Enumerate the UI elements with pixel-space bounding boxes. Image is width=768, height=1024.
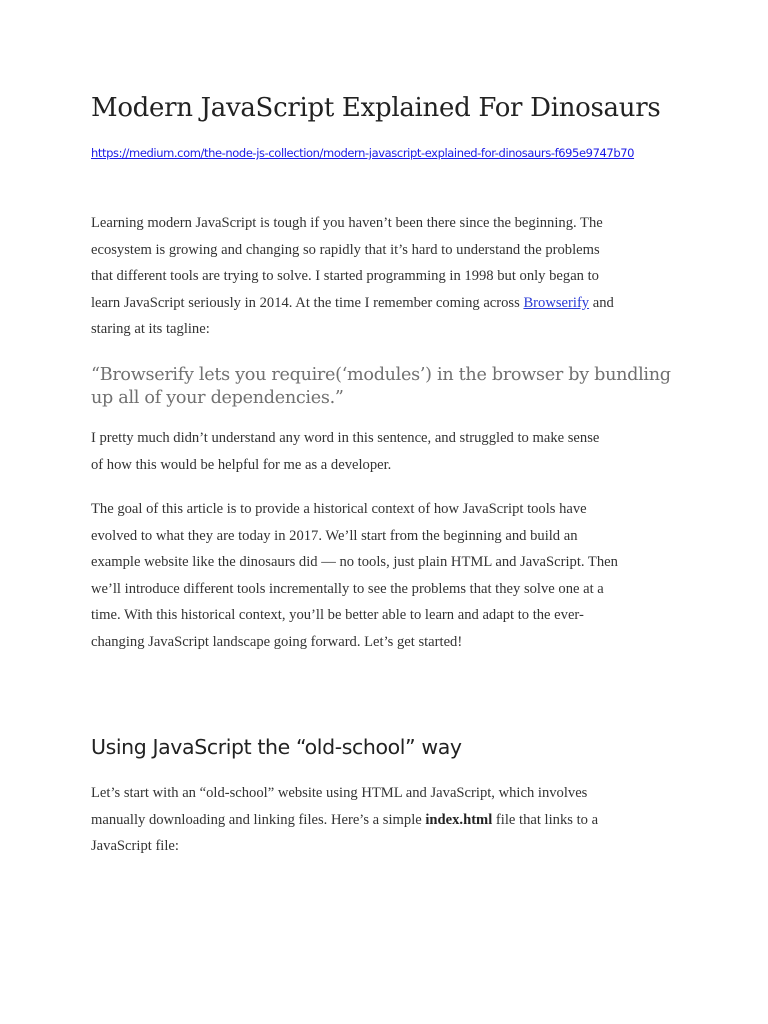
intro-line-3: that different tools are trying to solve. I started programming in 1998 but only began to (91, 268, 599, 285)
old-school-line-3: JavaScript file: (91, 838, 179, 855)
intro-paragraph (91, 210, 691, 343)
goal-line-6: changing JavaScript landscape going forward. Let’s get started! (91, 633, 463, 650)
intro-line-1: Learning modern JavaScript is tough if you haven’t been there since the beginning. The (91, 215, 603, 231)
old-school-paragraph (91, 780, 691, 860)
reaction-line-2: of how this would be helpful for me as a developer. (91, 456, 392, 473)
intro-line-4 (91, 290, 691, 317)
index-html-code: index.html (425, 811, 493, 828)
goal-line-5: time. With this historical context, you’ll be better able to learn and adapt to the ever- (91, 607, 584, 624)
goal-line-1: The goal of this article is to provide a historical context of how JavaScript tools have (91, 501, 587, 517)
quote-line-2: up all of your dependencies.” (91, 388, 344, 408)
quote-line-1: “Browserify lets you require(‘modules’) in the browser by bundling (91, 365, 671, 385)
goal-line-2: evolved to what they are today in 2017. We’ll start from the beginning and build an (91, 527, 578, 544)
browserify-link[interactable]: Browserify (523, 294, 590, 311)
goal-line-3: example website like the dinosaurs did — no tools, just plain HTML and JavaScript. Then (91, 554, 618, 571)
reaction-paragraph (91, 425, 691, 478)
goal-line-4: we’ll introduce different tools incrementally to see the problems that they solve one at a (91, 580, 604, 597)
old-school-line-1: Let’s start with an “old-school” website using HTML and JavaScript, which involves (91, 785, 588, 801)
source-url-link[interactable]: https://medium.com/the-node-js-collection/modern-javascript-explained-for-dinosaurs-f695e9747b70 (91, 146, 635, 160)
old-school-line-2 (91, 807, 691, 834)
article-title: Modern JavaScript Explained For Dinosaurs (91, 93, 661, 123)
browserify-tagline-quote (91, 364, 691, 410)
section-heading: Using JavaScript the “old-school” way (91, 735, 462, 759)
goal-paragraph (91, 496, 691, 656)
intro-line-2: ecosystem is growing and changing so rapidly that it’s hard to understand the problems (91, 241, 600, 258)
old-school-line-2-tail: file that links to a (492, 811, 599, 828)
intro-line-5: staring at its tagline: (91, 321, 210, 338)
reaction-line-1: I pretty much didn’t understand any word in this sentence, and struggled to make sense (91, 430, 600, 446)
intro-line-4-text: learn JavaScript seriously in 2014. At the time I remember coming across (91, 294, 524, 311)
intro-line-4-tail: and (589, 294, 614, 311)
old-school-line-2-text: manually downloading and linking files. Here’s a simple (91, 811, 426, 828)
